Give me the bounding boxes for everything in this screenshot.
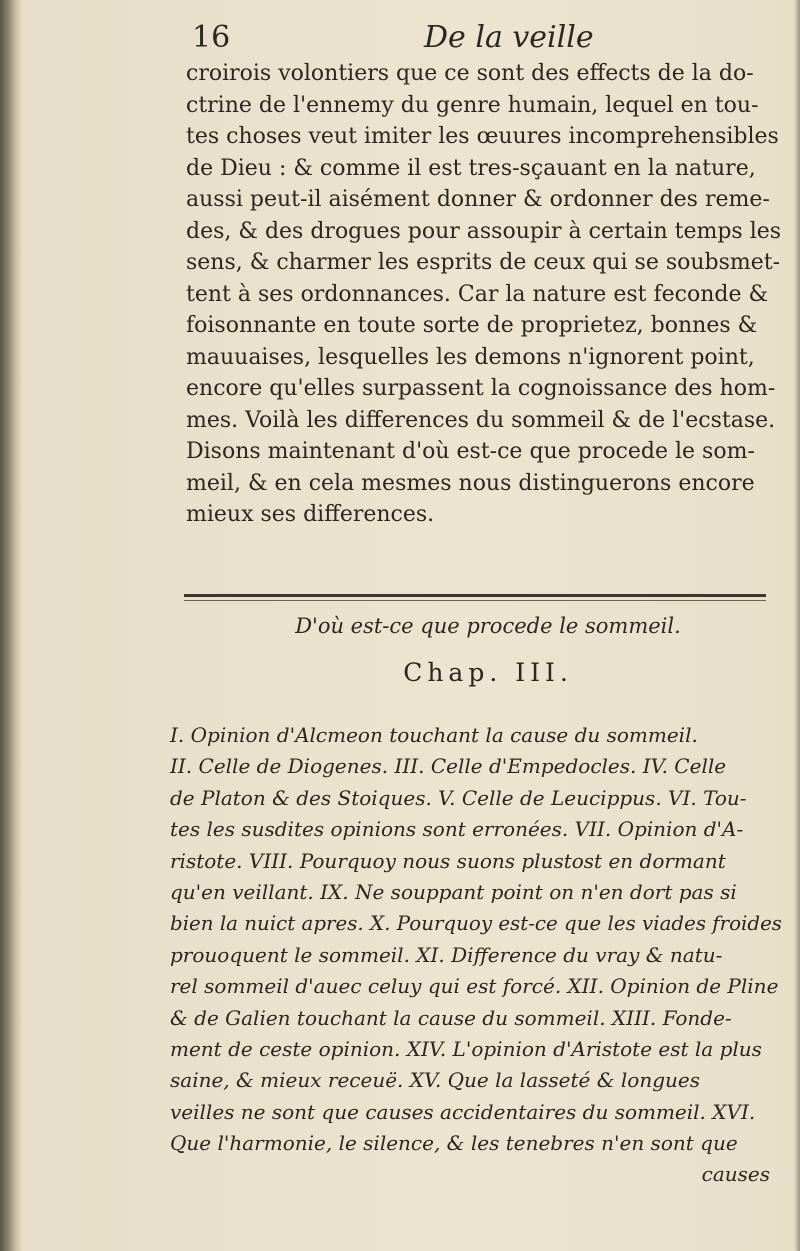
summary-line: rel sommeil d'auec celuy qui est forcé. XII. Opinion de Pline bbox=[170, 974, 779, 999]
text-line: tes choses veut imiter les œuures incomprehensibles bbox=[186, 124, 779, 149]
summary-line: saine, & mieux receuë. XV. Que la lasseté & longues bbox=[170, 1068, 700, 1093]
body-paragraph bbox=[186, 58, 790, 531]
text-line: sens, & charmer les esprits de ceux qui se soubsmet- bbox=[186, 250, 781, 275]
section-divider bbox=[184, 594, 766, 597]
text-line: des, & des drogues pour assoupir à certain temps les bbox=[186, 218, 782, 244]
summary-line: ment de ceste opinion. XIV. L'opinion d'Aristote est la plus bbox=[170, 1036, 762, 1061]
text-line: croirois volontiers que ce sont des effects de la do- bbox=[186, 61, 754, 86]
summary-line: bien la nuict apres. X. Pourquoy est-ce que les viades froides bbox=[170, 911, 782, 936]
page-header bbox=[192, 18, 612, 62]
page-number: 16 bbox=[192, 20, 231, 55]
chapter-summary bbox=[170, 720, 790, 1191]
text-line: Disons maintenant d'où est-ce que procede le som- bbox=[186, 439, 755, 464]
summary-line: ristote. VIII. Pourquoy nous suons plustost en dormant bbox=[170, 848, 726, 873]
summary-line: II. Celle de Diogenes. III. Celle d'Empedocles. IV. Celle bbox=[170, 754, 727, 779]
summary-line: prouoquent le sommeil. XI. Difference du vray & natu- bbox=[170, 942, 723, 967]
page-edge bbox=[794, 0, 800, 1251]
summary-line: I. Opinion d'Alcmeon touchant la cause du sommeil. bbox=[170, 723, 698, 747]
text-line: mauuaises, lesquelles les demons n'ignorent point, bbox=[186, 344, 755, 370]
chapter-number: Chap. III. bbox=[403, 658, 573, 687]
summary-line: & de Galien touchant la cause du sommeil. XIII. Fonde- bbox=[170, 1005, 732, 1030]
summary-line: veilles ne sont que causes accidentaires du sommeil. XVI. bbox=[170, 1099, 756, 1124]
summary-line: tes les susdites opinions sont erronées. VII. Opinion d'A- bbox=[170, 817, 744, 842]
text-line: aussi peut-il aisément donner & ordonner des reme- bbox=[186, 187, 770, 212]
section-divider-thin bbox=[184, 600, 766, 601]
text-line: mes. Voilà les differences du sommeil & de l'ecstase. bbox=[186, 407, 776, 433]
text-line: ctrine de l'ennemy du genre humain, lequel en tou- bbox=[186, 92, 759, 118]
chapter-title: D'où est-ce que procede le sommeil. bbox=[295, 614, 681, 638]
text-line: de Dieu : & comme il est tres-sçauant en la nature, bbox=[186, 155, 756, 181]
text-line: encore qu'elles surpassent la cognoissance des hom- bbox=[186, 376, 776, 401]
text-line: mieux ses differences. bbox=[186, 502, 435, 527]
summary-line: de Platon & des Stoiques. V. Celle de Leucippus. VI. Tou- bbox=[170, 785, 747, 810]
catchword: causes bbox=[701, 1162, 770, 1187]
text-line: foisonnante en toute sorte de proprietez, bonnes & bbox=[186, 313, 758, 338]
text-line: meil, & en cela mesmes nous distinguerons encore bbox=[186, 470, 755, 496]
book-spine-shadow bbox=[0, 0, 22, 1251]
summary-line: qu'en veillant. IX. Ne souppant point on n'en dort pas si bbox=[170, 879, 737, 904]
running-head: De la veille bbox=[424, 20, 594, 55]
summary-line: Que l'harmonie, le silence, & les tenebres n'en sont que bbox=[170, 1131, 738, 1156]
text-line: tent à ses ordonnances. Car la nature est feconde & bbox=[186, 281, 769, 307]
